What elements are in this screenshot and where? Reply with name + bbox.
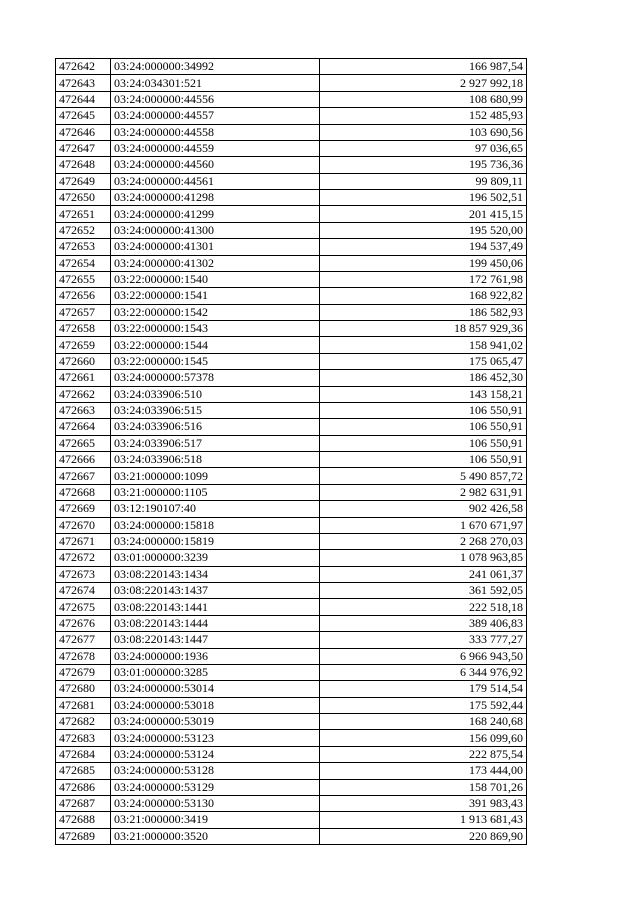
table-row — [56, 190, 527, 206]
cadastral-number-cell: 03:24:000000:53123 — [111, 730, 320, 746]
row-number-cell: 472649 — [56, 173, 111, 189]
amount-cell: 158 701,26 — [320, 779, 527, 795]
amount-cell: 222 518,18 — [320, 599, 527, 615]
amount-cell: 1 078 963,85 — [320, 550, 527, 566]
amount-cell: 143 158,21 — [320, 386, 527, 402]
cadastral-number-cell: 03:08:220143:1437 — [111, 583, 320, 599]
cadastral-number-cell: 03:22:000000:1540 — [111, 271, 320, 287]
table-row — [56, 435, 527, 451]
table-row — [56, 583, 527, 599]
table-row — [56, 795, 527, 811]
row-number-cell: 472664 — [56, 419, 111, 435]
row-number-cell: 472678 — [56, 648, 111, 664]
amount-cell: 6 966 943,50 — [320, 648, 527, 664]
amount-cell: 194 537,49 — [320, 239, 527, 255]
table-row — [56, 157, 527, 173]
row-number-cell: 472684 — [56, 746, 111, 762]
row-number-cell: 472669 — [56, 501, 111, 517]
cadastral-number-cell: 03:24:000000:41302 — [111, 255, 320, 271]
table-row — [56, 566, 527, 582]
row-number-cell: 472656 — [56, 288, 111, 304]
row-number-cell: 472685 — [56, 763, 111, 779]
amount-cell: 2 927 992,18 — [320, 75, 527, 91]
amount-cell: 6 344 976,92 — [320, 664, 527, 680]
amount-cell: 168 240,68 — [320, 714, 527, 730]
table-row — [56, 353, 527, 369]
table-row — [56, 501, 527, 517]
amount-cell: 106 550,91 — [320, 435, 527, 451]
amount-cell: 106 550,91 — [320, 402, 527, 418]
table-row — [56, 239, 527, 255]
table-row — [56, 173, 527, 189]
amount-cell: 241 061,37 — [320, 566, 527, 582]
row-number-cell: 472650 — [56, 190, 111, 206]
cadastral-number-cell: 03:22:000000:1541 — [111, 288, 320, 304]
amount-cell: 186 582,93 — [320, 304, 527, 320]
row-number-cell: 472670 — [56, 517, 111, 533]
cadastral-number-cell: 03:24:000000:41299 — [111, 206, 320, 222]
table-row — [56, 402, 527, 418]
row-number-cell: 472646 — [56, 124, 111, 140]
row-number-cell: 472682 — [56, 714, 111, 730]
cadastral-number-cell: 03:24:000000:15818 — [111, 517, 320, 533]
amount-cell: 902 426,58 — [320, 501, 527, 517]
row-number-cell: 472674 — [56, 583, 111, 599]
cadastral-number-cell: 03:22:000000:1542 — [111, 304, 320, 320]
row-number-cell: 472688 — [56, 812, 111, 828]
table-row — [56, 697, 527, 713]
cadastral-number-cell: 03:22:000000:1543 — [111, 321, 320, 337]
row-number-cell: 472651 — [56, 206, 111, 222]
table-row — [56, 321, 527, 337]
row-number-cell: 472683 — [56, 730, 111, 746]
amount-cell: 175 065,47 — [320, 353, 527, 369]
amount-cell: 18 857 929,36 — [320, 321, 527, 337]
amount-cell: 220 869,90 — [320, 828, 527, 844]
table-row — [56, 812, 527, 828]
row-number-cell: 472668 — [56, 484, 111, 500]
cadastral-number-cell: 03:24:033906:516 — [111, 419, 320, 435]
cadastral-number-cell: 03:24:000000:34992 — [111, 59, 320, 75]
cadastral-number-cell: 03:24:000000:41298 — [111, 190, 320, 206]
table-row — [56, 517, 527, 533]
cadastral-number-cell: 03:21:000000:3419 — [111, 812, 320, 828]
table-row — [56, 599, 527, 615]
cadastral-number-cell: 03:24:000000:53128 — [111, 763, 320, 779]
cadastral-number-cell: 03:24:033906:518 — [111, 452, 320, 468]
row-number-cell: 472675 — [56, 599, 111, 615]
cadastral-number-cell: 03:24:000000:53124 — [111, 746, 320, 762]
data-table — [55, 58, 527, 845]
amount-cell: 152 485,93 — [320, 108, 527, 124]
row-number-cell: 472671 — [56, 533, 111, 549]
amount-cell: 99 809,11 — [320, 173, 527, 189]
cadastral-number-cell: 03:24:000000:15819 — [111, 533, 320, 549]
amount-cell: 2 268 270,03 — [320, 533, 527, 549]
row-number-cell: 472647 — [56, 140, 111, 156]
row-number-cell: 472642 — [56, 59, 111, 75]
row-number-cell: 472667 — [56, 468, 111, 484]
amount-cell: 201 415,15 — [320, 206, 527, 222]
amount-cell: 333 777,27 — [320, 632, 527, 648]
row-number-cell: 472672 — [56, 550, 111, 566]
row-number-cell: 472659 — [56, 337, 111, 353]
row-number-cell: 472676 — [56, 615, 111, 631]
amount-cell: 222 875,54 — [320, 746, 527, 762]
row-number-cell: 472679 — [56, 664, 111, 680]
amount-cell: 389 406,83 — [320, 615, 527, 631]
cadastral-number-cell: 03:21:000000:1099 — [111, 468, 320, 484]
row-number-cell: 472680 — [56, 681, 111, 697]
table-row — [56, 468, 527, 484]
cadastral-number-cell: 03:22:000000:1544 — [111, 337, 320, 353]
row-number-cell: 472666 — [56, 452, 111, 468]
cadastral-number-cell: 03:01:000000:3285 — [111, 664, 320, 680]
cadastral-number-cell: 03:21:000000:1105 — [111, 484, 320, 500]
cadastral-number-cell: 03:24:034301:521 — [111, 75, 320, 91]
table-row — [56, 615, 527, 631]
row-number-cell: 472677 — [56, 632, 111, 648]
amount-cell: 195 736,36 — [320, 157, 527, 173]
row-number-cell: 472643 — [56, 75, 111, 91]
row-number-cell: 472689 — [56, 828, 111, 844]
amount-cell: 391 983,43 — [320, 795, 527, 811]
cadastral-number-cell: 03:08:220143:1447 — [111, 632, 320, 648]
table-row — [56, 730, 527, 746]
table-row — [56, 108, 527, 124]
table-row — [56, 419, 527, 435]
table-row — [56, 304, 527, 320]
table-row — [56, 452, 527, 468]
cadastral-number-cell: 03:12:190107:40 — [111, 501, 320, 517]
table-row — [56, 681, 527, 697]
table-row — [56, 714, 527, 730]
table-row — [56, 140, 527, 156]
row-number-cell: 472652 — [56, 222, 111, 238]
table-row — [56, 124, 527, 140]
table-row — [56, 222, 527, 238]
table-row — [56, 550, 527, 566]
amount-cell: 1 913 681,43 — [320, 812, 527, 828]
amount-cell: 1 670 671,97 — [320, 517, 527, 533]
amount-cell: 2 982 631,91 — [320, 484, 527, 500]
row-number-cell: 472648 — [56, 157, 111, 173]
amount-cell: 168 922,82 — [320, 288, 527, 304]
cadastral-number-cell: 03:08:220143:1444 — [111, 615, 320, 631]
table-row — [56, 59, 527, 75]
cadastral-number-cell: 03:24:000000:41300 — [111, 222, 320, 238]
row-number-cell: 472658 — [56, 321, 111, 337]
cadastral-number-cell: 03:24:000000:53014 — [111, 681, 320, 697]
amount-cell: 195 520,00 — [320, 222, 527, 238]
amount-cell: 108 680,99 — [320, 91, 527, 107]
cadastral-number-cell: 03:24:000000:44556 — [111, 91, 320, 107]
row-number-cell: 472681 — [56, 697, 111, 713]
table-row — [56, 271, 527, 287]
table-row — [56, 779, 527, 795]
cadastral-number-cell: 03:24:000000:44557 — [111, 108, 320, 124]
cadastral-number-cell: 03:24:000000:53129 — [111, 779, 320, 795]
cadastral-number-cell: 03:24:000000:44560 — [111, 157, 320, 173]
row-number-cell: 472660 — [56, 353, 111, 369]
amount-cell: 173 444,00 — [320, 763, 527, 779]
amount-cell: 361 592,05 — [320, 583, 527, 599]
row-number-cell: 472644 — [56, 91, 111, 107]
table-row — [56, 484, 527, 500]
cadastral-number-cell: 03:21:000000:3520 — [111, 828, 320, 844]
amount-cell: 172 761,98 — [320, 271, 527, 287]
amount-cell: 166 987,54 — [320, 59, 527, 75]
row-number-cell: 472655 — [56, 271, 111, 287]
row-number-cell: 472687 — [56, 795, 111, 811]
amount-cell: 179 514,54 — [320, 681, 527, 697]
table-row — [56, 664, 527, 680]
row-number-cell: 472663 — [56, 402, 111, 418]
cadastral-number-cell: 03:01:000000:3239 — [111, 550, 320, 566]
amount-cell: 5 490 857,72 — [320, 468, 527, 484]
cadastral-number-cell: 03:24:000000:57378 — [111, 370, 320, 386]
table-row — [56, 370, 527, 386]
table-row — [56, 206, 527, 222]
row-number-cell: 472686 — [56, 779, 111, 795]
cadastral-number-cell: 03:08:220143:1441 — [111, 599, 320, 615]
cadastral-number-cell: 03:24:000000:44558 — [111, 124, 320, 140]
cadastral-number-cell: 03:24:033906:510 — [111, 386, 320, 402]
amount-cell: 186 452,30 — [320, 370, 527, 386]
row-number-cell: 472673 — [56, 566, 111, 582]
table-row — [56, 255, 527, 271]
table-row — [56, 533, 527, 549]
row-number-cell: 472657 — [56, 304, 111, 320]
amount-cell: 103 690,56 — [320, 124, 527, 140]
cadastral-number-cell: 03:24:000000:53019 — [111, 714, 320, 730]
cadastral-number-cell: 03:24:033906:517 — [111, 435, 320, 451]
table-row — [56, 632, 527, 648]
table-row — [56, 337, 527, 353]
amount-cell: 199 450,06 — [320, 255, 527, 271]
row-number-cell: 472665 — [56, 435, 111, 451]
cadastral-number-cell: 03:08:220143:1434 — [111, 566, 320, 582]
row-number-cell: 472662 — [56, 386, 111, 402]
table-body — [56, 59, 527, 845]
cadastral-number-cell: 03:24:000000:41301 — [111, 239, 320, 255]
table-row — [56, 828, 527, 844]
cadastral-number-cell: 03:24:000000:44561 — [111, 173, 320, 189]
row-number-cell: 472661 — [56, 370, 111, 386]
amount-cell: 156 099,60 — [320, 730, 527, 746]
cadastral-number-cell: 03:24:000000:44559 — [111, 140, 320, 156]
table-row — [56, 386, 527, 402]
table-row — [56, 288, 527, 304]
table-row — [56, 763, 527, 779]
amount-cell: 196 502,51 — [320, 190, 527, 206]
row-number-cell: 472645 — [56, 108, 111, 124]
table-row — [56, 746, 527, 762]
amount-cell: 106 550,91 — [320, 419, 527, 435]
table-row — [56, 75, 527, 91]
cadastral-number-cell: 03:24:000000:53018 — [111, 697, 320, 713]
table-row — [56, 648, 527, 664]
amount-cell: 158 941,02 — [320, 337, 527, 353]
cadastral-number-cell: 03:22:000000:1545 — [111, 353, 320, 369]
amount-cell: 175 592,44 — [320, 697, 527, 713]
cadastral-number-cell: 03:24:033906:515 — [111, 402, 320, 418]
table-row — [56, 91, 527, 107]
cadastral-number-cell: 03:24:000000:53130 — [111, 795, 320, 811]
row-number-cell: 472654 — [56, 255, 111, 271]
cadastral-number-cell: 03:24:000000:1936 — [111, 648, 320, 664]
row-number-cell: 472653 — [56, 239, 111, 255]
amount-cell: 106 550,91 — [320, 452, 527, 468]
amount-cell: 97 036,65 — [320, 140, 527, 156]
